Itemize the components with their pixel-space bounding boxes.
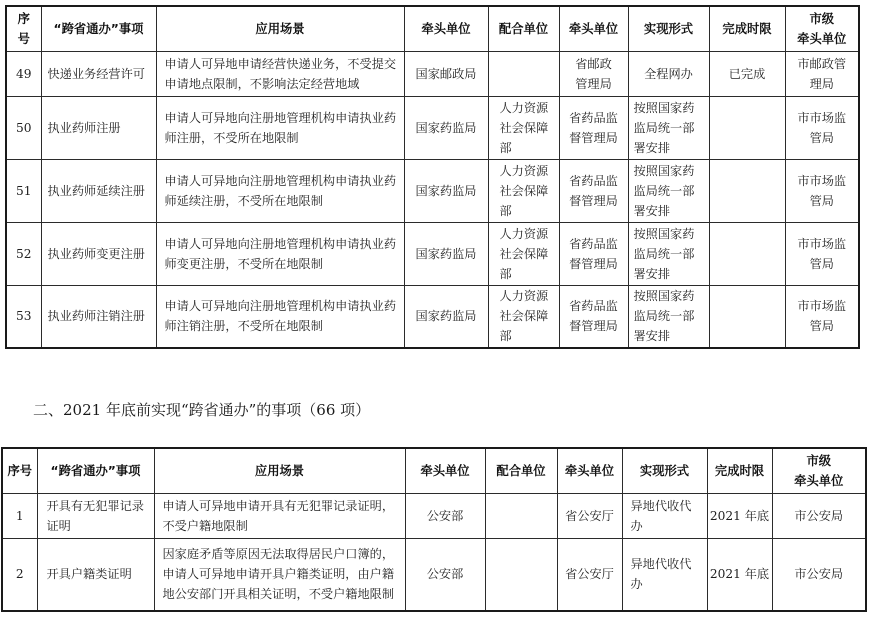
cell-prov-lead-dept: 省药品监 督管理局 bbox=[559, 96, 628, 159]
table-row bbox=[6, 96, 859, 159]
cell-seq: 53 bbox=[6, 285, 41, 348]
cell-assist-dept: 人力资源 社会保障 部 bbox=[488, 222, 559, 285]
cell-city-lead-dept: 市公安局 bbox=[772, 538, 866, 611]
cell-assist-dept bbox=[485, 493, 557, 538]
cell-item: 开具有无犯罪记录 证明 bbox=[37, 493, 154, 538]
cell-deadline: 2021 年底 bbox=[707, 493, 772, 538]
cell-scenario: 申请人可异地申请开具有无犯罪记录证明， 不受户籍地限制 bbox=[154, 493, 405, 538]
header-item: “跨省通办”事项 bbox=[41, 6, 156, 51]
cell-deadline bbox=[709, 222, 785, 285]
cell-city-lead-dept: 市市场监 管局 bbox=[785, 222, 859, 285]
table-row bbox=[6, 51, 859, 96]
cell-prov-lead-dept: 省公安厅 bbox=[557, 538, 622, 611]
cell-lead-dept: 国家药监局 bbox=[404, 285, 488, 348]
cell-seq: 1 bbox=[2, 493, 37, 538]
cell-seq: 52 bbox=[6, 222, 41, 285]
cell-impl-form: 按照国家药 监局统一部 署安排 bbox=[628, 285, 709, 348]
header-impl-form: 实现形式 bbox=[628, 6, 709, 51]
cell-deadline bbox=[709, 159, 785, 222]
services-table-2021-body bbox=[2, 448, 866, 611]
header-city-lead-dept: 市级 牵头单位 bbox=[785, 6, 859, 51]
cell-impl-form: 按照国家药 监局统一部 署安排 bbox=[628, 159, 709, 222]
cell-deadline: 2021 年底 bbox=[707, 538, 772, 611]
header-scenario: 应用场景 bbox=[156, 6, 404, 51]
header-prov-lead-dept: 牵头单位 bbox=[559, 6, 628, 51]
cell-scenario: 申请人可异地向注册地管理机构申请执业药 师变更注册，不受所在地限制 bbox=[156, 222, 404, 285]
table-row bbox=[6, 222, 859, 285]
cell-city-lead-dept: 市公安局 bbox=[772, 493, 866, 538]
cell-seq: 49 bbox=[6, 51, 41, 96]
cell-impl-form: 全程网办 bbox=[628, 51, 709, 96]
cell-prov-lead-dept: 省药品监 督管理局 bbox=[559, 222, 628, 285]
services-table-2021 bbox=[1, 447, 867, 612]
header-lead-dept: 牵头单位 bbox=[404, 6, 488, 51]
cell-lead-dept: 国家药监局 bbox=[404, 96, 488, 159]
table-header-row bbox=[2, 448, 866, 493]
cell-assist-dept: 人力资源 社会保障 部 bbox=[488, 96, 559, 159]
header-assist-dept: 配合单位 bbox=[485, 448, 557, 493]
cell-lead-dept: 国家药监局 bbox=[404, 159, 488, 222]
cell-impl-form: 按照国家药 监局统一部 署安排 bbox=[628, 222, 709, 285]
services-table-continued-body bbox=[6, 6, 859, 348]
cell-impl-form: 按照国家药 监局统一部 署安排 bbox=[628, 96, 709, 159]
cell-prov-lead-dept: 省公安厅 bbox=[557, 493, 622, 538]
cell-prov-lead-dept: 省药品监 督管理局 bbox=[559, 159, 628, 222]
cell-deadline bbox=[709, 285, 785, 348]
table-row bbox=[6, 285, 859, 348]
cell-item: 执业药师变更注册 bbox=[41, 222, 156, 285]
table-header-row bbox=[6, 6, 859, 51]
header-item: “跨省通办”事项 bbox=[37, 448, 154, 493]
cell-prov-lead-dept: 省邮政 管理局 bbox=[559, 51, 628, 96]
cell-scenario: 申请人可异地向注册地管理机构申请执业药 师注册，不受所在地限制 bbox=[156, 96, 404, 159]
header-deadline: 完成时限 bbox=[709, 6, 785, 51]
cell-item: 执业药师注销注册 bbox=[41, 285, 156, 348]
table-row bbox=[6, 159, 859, 222]
cell-assist-dept: 人力资源 社会保障 部 bbox=[488, 285, 559, 348]
header-lead-dept: 牵头单位 bbox=[405, 448, 485, 493]
cell-lead-dept: 公安部 bbox=[405, 538, 485, 611]
cell-scenario: 申请人可异地向注册地管理机构申请执业药 师延续注册，不受所在地限制 bbox=[156, 159, 404, 222]
cell-item: 执业药师注册 bbox=[41, 96, 156, 159]
header-seq: 序号 bbox=[2, 448, 37, 493]
cell-assist-dept: 人力资源 社会保障 部 bbox=[488, 159, 559, 222]
cell-assist-dept bbox=[485, 538, 557, 611]
cell-city-lead-dept: 市邮政管 理局 bbox=[785, 51, 859, 96]
header-scenario: 应用场景 bbox=[154, 448, 405, 493]
section-heading: 二、2021 年底前实现“跨省通办”的事项（66 项） bbox=[33, 401, 371, 419]
header-seq: 序 号 bbox=[6, 6, 41, 51]
header-assist-dept: 配合单位 bbox=[488, 6, 559, 51]
cell-impl-form: 异地代收代 办 bbox=[622, 538, 707, 611]
cell-lead-dept: 公安部 bbox=[405, 493, 485, 538]
cell-lead-dept: 国家药监局 bbox=[404, 222, 488, 285]
cell-item: 开具户籍类证明 bbox=[37, 538, 154, 611]
cell-prov-lead-dept: 省药品监 督管理局 bbox=[559, 285, 628, 348]
header-deadline: 完成时限 bbox=[707, 448, 772, 493]
services-table-continued bbox=[5, 5, 860, 349]
header-impl-form: 实现形式 bbox=[622, 448, 707, 493]
cell-city-lead-dept: 市市场监 管局 bbox=[785, 96, 859, 159]
header-city-lead-dept: 市级 牵头单位 bbox=[772, 448, 866, 493]
cell-impl-form: 异地代收代 办 bbox=[622, 493, 707, 538]
cell-seq: 51 bbox=[6, 159, 41, 222]
cell-scenario: 申请人可异地申请经营快递业务，不受提交 申请地点限制，不影响法定经营地域 bbox=[156, 51, 404, 96]
cell-city-lead-dept: 市市场监 管局 bbox=[785, 285, 859, 348]
cell-lead-dept: 国家邮政局 bbox=[404, 51, 488, 96]
table-row bbox=[2, 538, 866, 611]
cell-city-lead-dept: 市市场监 管局 bbox=[785, 159, 859, 222]
cell-item: 快递业务经营许可 bbox=[41, 51, 156, 96]
table-row bbox=[2, 493, 866, 538]
cell-scenario: 因家庭矛盾等原因无法取得居民户口簿的， 申请人可异地申请开具户籍类证明，由户籍 地公安部门开具相关证明，不受户籍地限制 bbox=[154, 538, 405, 611]
cell-deadline: 已完成 bbox=[709, 51, 785, 96]
cell-assist-dept bbox=[488, 51, 559, 96]
cell-seq: 50 bbox=[6, 96, 41, 159]
cell-scenario: 申请人可异地向注册地管理机构申请执业药 师注销注册，不受所在地限制 bbox=[156, 285, 404, 348]
cell-seq: 2 bbox=[2, 538, 37, 611]
cell-item: 执业药师延续注册 bbox=[41, 159, 156, 222]
cell-deadline bbox=[709, 96, 785, 159]
header-prov-lead-dept: 牵头单位 bbox=[557, 448, 622, 493]
